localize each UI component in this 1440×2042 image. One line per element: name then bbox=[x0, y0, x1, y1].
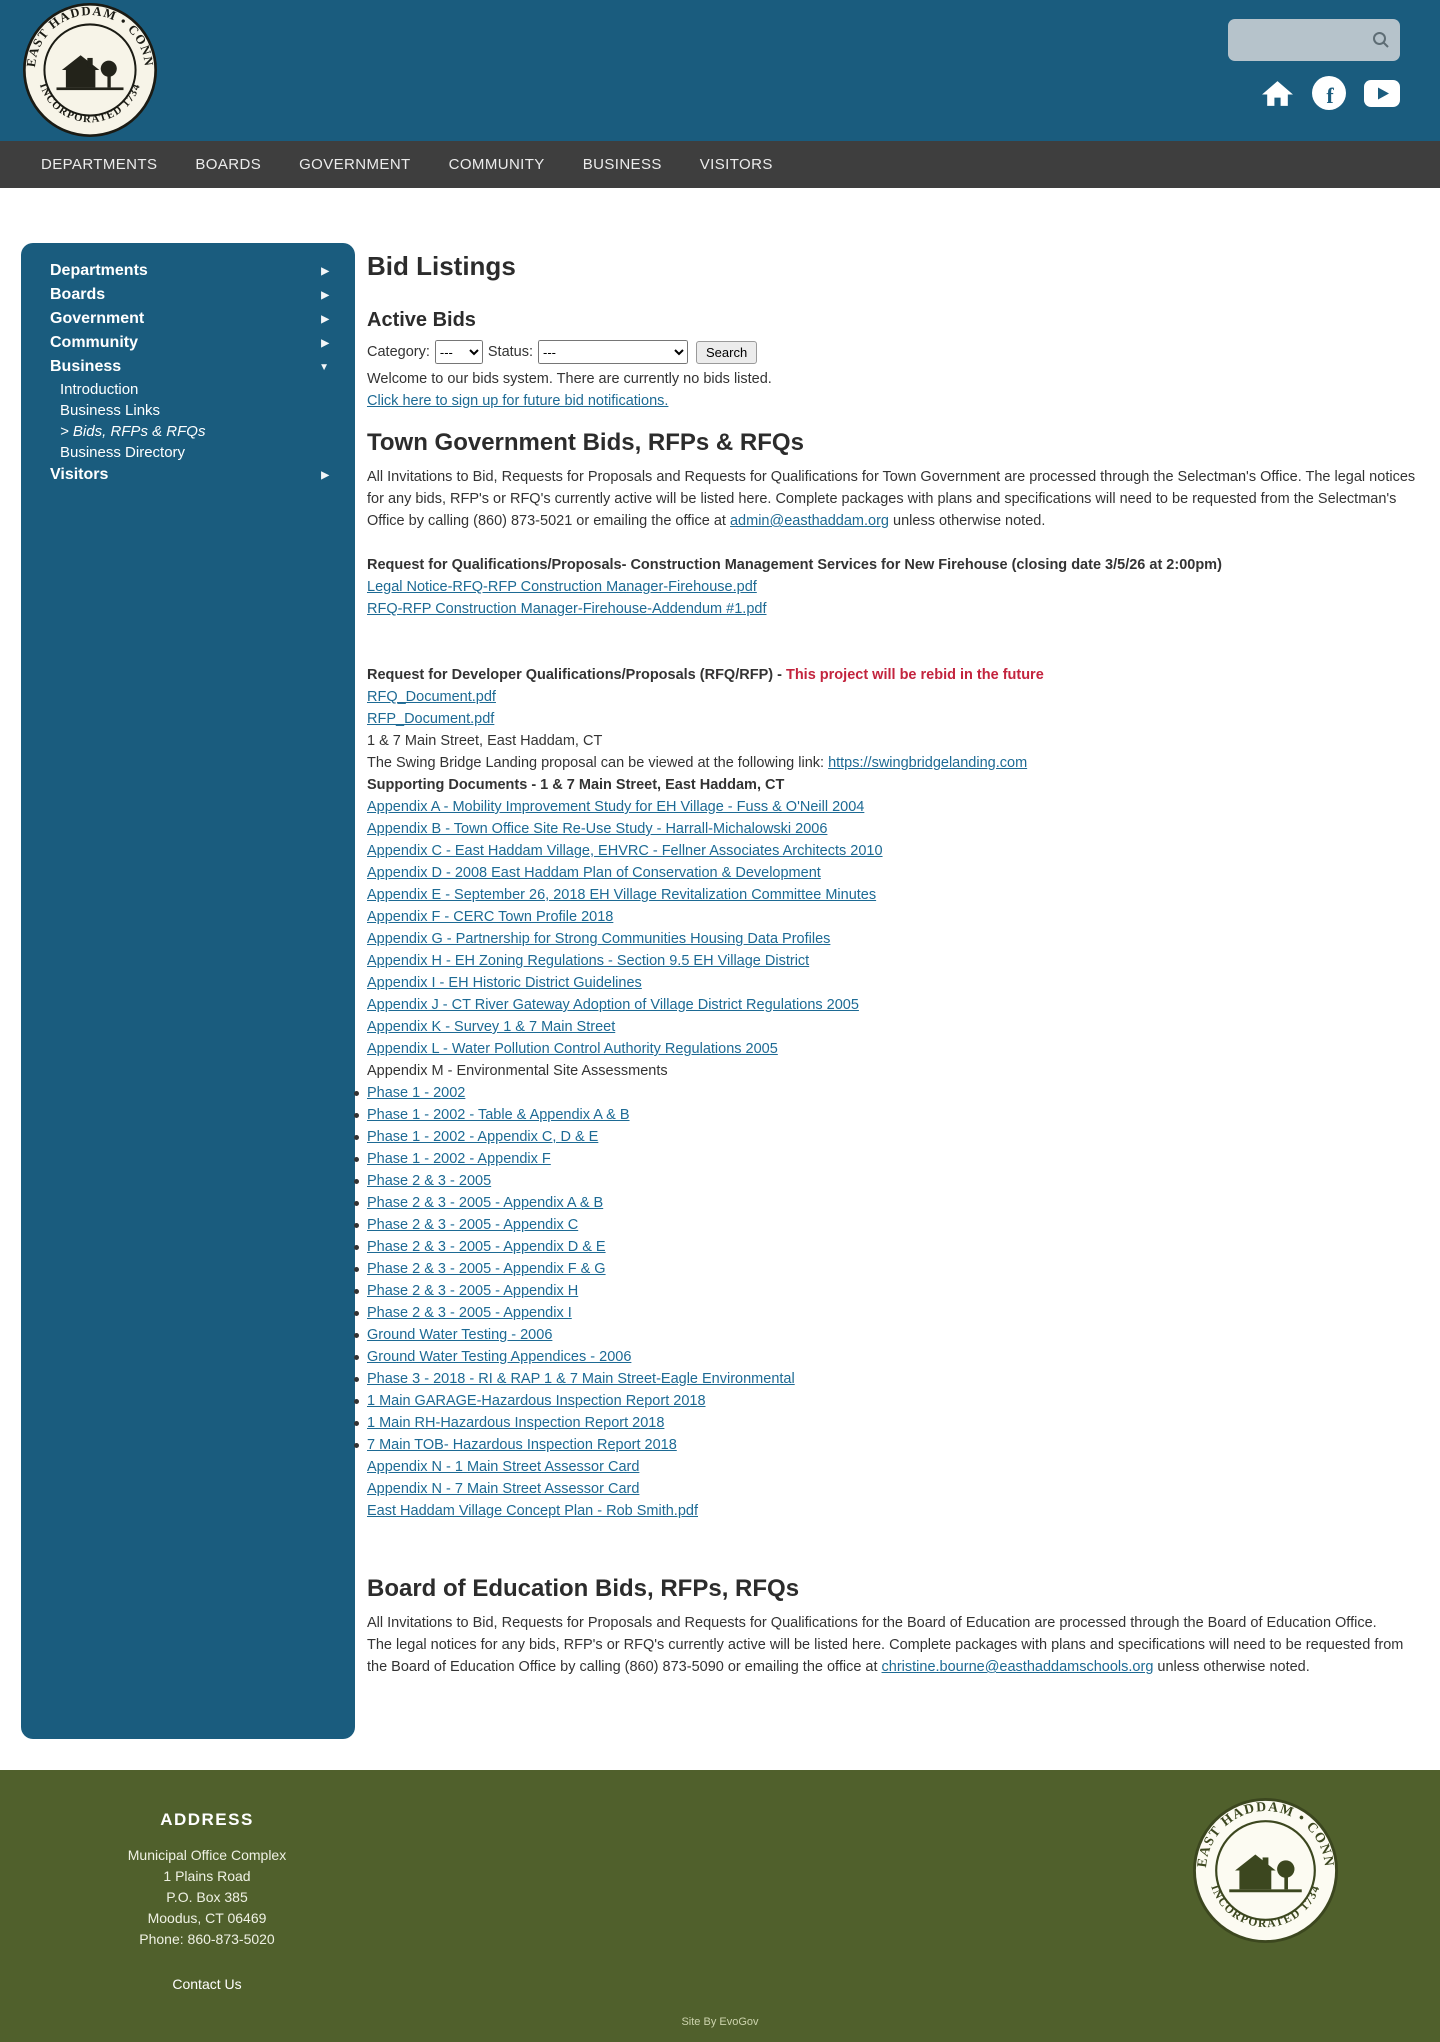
list-item bbox=[367, 1412, 1420, 1434]
list-item bbox=[367, 1170, 1420, 1192]
list-item bbox=[367, 1434, 1420, 1456]
active-bids-heading: Active Bids bbox=[367, 309, 476, 331]
sidebar-item-boards[interactable] bbox=[21, 283, 355, 307]
main-street-address: 1 & 7 Main Street, East Haddam, CT bbox=[367, 733, 603, 749]
home-icon[interactable] bbox=[1261, 79, 1294, 108]
boe-para1: All Invitations to Bid, Requests for Proposals and Requests for Qualifications for the Board of Education are processed through the Board of Education Office. bbox=[367, 1615, 1377, 1631]
firehouse-request-heading: Request for Qualifications/Proposals- Construction Management Services for New Firehouse (closing date 3/5/26 at 2:00pm) bbox=[367, 557, 1222, 573]
town-gov-intro: All Invitations to Bid, Requests for Proposals and Requests for Qualifications for Town Government are processed through the Selectman's Office. The legal notices for any bids, RFP's or RFQ's currently active will be listed here. Complete packages with plans and specifications will need to be requested from the Selectman's Office by calling (860) 873-5021 or emailing the office at admin@easthaddam.org unless otherwise noted. bbox=[367, 469, 1416, 529]
facebook-icon[interactable] bbox=[1312, 76, 1346, 110]
sidebar-item-label: Government bbox=[50, 310, 145, 327]
chevron-right-icon: ▶ bbox=[321, 265, 329, 277]
sidebar-item-label: Departments bbox=[50, 262, 148, 279]
document-link[interactable]: Phase 1 - 2002 - Table & Appendix A & B bbox=[367, 1107, 630, 1123]
sidebar-subitem-business-directory[interactable]: Business Directory bbox=[60, 444, 186, 461]
site-footer bbox=[0, 1770, 1440, 2042]
list-item bbox=[367, 1236, 1420, 1258]
document-link[interactable]: RFQ_Document.pdf bbox=[367, 689, 496, 705]
address-heading: ADDRESS bbox=[160, 1810, 254, 1829]
svg-text:EAST HADDAM • CONN: EAST HADDAM • CONN bbox=[1193, 1798, 1338, 1869]
document-link[interactable]: Appendix D - 2008 East Haddam Plan of Conservation & Development bbox=[367, 865, 821, 881]
sidebar-item-label: Boards bbox=[50, 286, 106, 303]
document-link[interactable]: 7 Main TOB- Hazardous Inspection Report 2018 bbox=[367, 1437, 677, 1453]
search-button[interactable]: Search bbox=[696, 341, 757, 364]
appendix-m-text: Appendix M - Environmental Site Assessments bbox=[367, 1063, 668, 1079]
svg-text:f: f bbox=[1326, 83, 1334, 108]
document-link[interactable]: Phase 2 & 3 - 2005 bbox=[367, 1173, 492, 1189]
chevron-down-icon: ▼ bbox=[319, 361, 329, 373]
document-link[interactable]: Phase 2 & 3 - 2005 - Appendix F & G bbox=[367, 1261, 606, 1277]
contact-us-link[interactable]: Contact Us bbox=[172, 1976, 242, 1992]
nav-item[interactable]: BOARDS bbox=[195, 156, 262, 173]
status-select[interactable] bbox=[538, 340, 688, 364]
swing-bridge-link[interactable]: https://swingbridgelanding.com bbox=[828, 755, 1028, 771]
nav-item[interactable]: VISITORS bbox=[699, 156, 773, 173]
selectman-email-link[interactable]: admin@easthaddam.org bbox=[729, 513, 889, 529]
document-link[interactable]: Phase 1 - 2002 bbox=[367, 1085, 466, 1101]
bid-filter-form bbox=[367, 340, 1420, 364]
document-link[interactable]: Phase 3 - 2018 - RI & RAP 1 & 7 Main Street-Eagle Environmental bbox=[367, 1371, 795, 1387]
nav-item[interactable]: BUSINESS bbox=[582, 156, 662, 173]
svg-text:INCORPORATED 1734: INCORPORATED 1734 bbox=[1208, 1882, 1323, 1931]
address-line: Moodus, CT 06469 bbox=[147, 1910, 267, 1926]
list-item bbox=[367, 1104, 1420, 1126]
bids-welcome-text: Welcome to our bids system. There are currently no bids listed. bbox=[367, 371, 772, 387]
sidebar-item-visitors[interactable] bbox=[21, 463, 355, 487]
boe-heading: Board of Education Bids, RFPs, RFQs bbox=[367, 1575, 800, 1602]
sidebar-item-label: Visitors bbox=[50, 466, 109, 483]
sidebar-item-label: Community bbox=[50, 334, 138, 351]
main-content bbox=[367, 243, 1420, 1678]
status-label: Status: bbox=[487, 344, 534, 360]
youtube-icon[interactable] bbox=[1364, 80, 1400, 107]
list-item bbox=[367, 1082, 1420, 1104]
search-box[interactable] bbox=[1228, 19, 1400, 61]
town-gov-heading: Town Government Bids, RFPs & RFQs bbox=[367, 429, 804, 456]
address-line: Municipal Office Complex bbox=[127, 1847, 287, 1863]
chevron-right-icon: ▶ bbox=[321, 337, 329, 349]
category-label: Category: bbox=[367, 344, 430, 360]
list-item bbox=[367, 1390, 1420, 1412]
document-link[interactable]: Phase 2 & 3 - 2005 - Appendix I bbox=[367, 1305, 572, 1321]
site-by-credit[interactable]: Site By EvoGov bbox=[681, 2016, 759, 2028]
list-item bbox=[367, 1192, 1420, 1214]
sidebar-subitem-bids-rfps-rfqs[interactable]: > Bids, RFPs & RFQs bbox=[60, 423, 206, 440]
document-link[interactable]: Appendix K - Survey 1 & 7 Main Street bbox=[367, 1019, 616, 1035]
list-item bbox=[367, 1324, 1420, 1346]
document-link[interactable]: Ground Water Testing - 2006 bbox=[367, 1327, 553, 1343]
document-link[interactable]: Appendix A - Mobility Improvement Study for EH Village - Fuss & O'Neill 2004 bbox=[367, 799, 865, 815]
list-item bbox=[367, 1280, 1420, 1302]
social-icons bbox=[1261, 76, 1400, 110]
document-link[interactable]: Appendix E - September 26, 2018 EH Village Revitalization Committee Minutes bbox=[367, 887, 877, 903]
swing-bridge-line: The Swing Bridge Landing proposal can be viewed at the following link: https://swingbridgelanding.com bbox=[367, 755, 1028, 771]
sidebar bbox=[21, 243, 355, 1739]
sidebar-item-departments[interactable] bbox=[21, 259, 355, 283]
document-link[interactable]: Phase 2 & 3 - 2005 - Appendix C bbox=[367, 1217, 579, 1233]
document-link[interactable]: Phase 1 - 2002 - Appendix F bbox=[367, 1151, 551, 1167]
search-icon[interactable] bbox=[1372, 31, 1390, 49]
document-link[interactable]: 1 Main RH-Hazardous Inspection Report 2018 bbox=[367, 1415, 665, 1431]
document-link[interactable]: Appendix I - EH Historic District Guidelines bbox=[367, 975, 642, 991]
document-link[interactable]: Phase 2 & 3 - 2005 - Appendix H bbox=[367, 1283, 579, 1299]
list-item bbox=[367, 1126, 1420, 1148]
document-link[interactable]: Appendix N - 7 Main Street Assessor Card bbox=[367, 1481, 640, 1497]
page-title: Bid Listings bbox=[367, 251, 516, 281]
nav-item[interactable]: DEPARTMENTS bbox=[41, 156, 158, 173]
document-link[interactable]: Appendix G - Partnership for Strong Communities Housing Data Profiles bbox=[367, 931, 831, 947]
document-link[interactable]: 1 Main GARAGE-Hazardous Inspection Report 2018 bbox=[367, 1393, 706, 1409]
footer-address-block bbox=[42, 1810, 372, 1994]
document-link[interactable]: RFQ-RFP Construction Manager-Firehouse-Addendum #1.pdf bbox=[367, 601, 767, 617]
supporting-documents-heading: Supporting Documents - 1 & 7 Main Street, East Haddam, CT bbox=[367, 777, 785, 793]
town-seal-logo bbox=[23, 3, 157, 137]
document-link[interactable]: Appendix F - CERC Town Profile 2018 bbox=[367, 909, 614, 925]
document-link[interactable]: Appendix C - East Haddam Village, EHVRC - Fellner Associates Architects 2010 bbox=[367, 843, 883, 859]
boe-para2: The legal notices for any bids, RFP's or RFQ's currently active will be listed here. Complete packages with plans and specifications will need to be requested from the Board of Education Office by calling (860) 873-5090 or emailing the office at christine.bourne@easthaddamschools.org unless otherwise noted. bbox=[367, 1637, 1404, 1675]
document-link[interactable]: Appendix L - Water Pollution Control Authority Regulations 2005 bbox=[367, 1041, 778, 1057]
document-link[interactable]: RFP_Document.pdf bbox=[367, 711, 495, 727]
sidebar-subitem-business-links[interactable]: Business Links bbox=[60, 402, 161, 419]
developer-request-heading: Request for Developer Qualifications/Proposals (RFQ/RFP) - This project will be rebid in the future bbox=[367, 667, 1044, 683]
list-item bbox=[367, 1302, 1420, 1324]
nav-item[interactable]: COMMUNITY bbox=[448, 156, 545, 173]
nav-item[interactable]: GOVERNMENT bbox=[299, 156, 411, 173]
address-line: P.O. Box 385 bbox=[166, 1889, 248, 1905]
document-link[interactable]: Appendix J - CT River Gateway Adoption of Village District Regulations 2005 bbox=[367, 997, 859, 1013]
main-nav bbox=[0, 141, 1440, 188]
list-item bbox=[367, 1148, 1420, 1170]
chevron-right-icon: ▶ bbox=[321, 469, 329, 481]
list-item bbox=[367, 1214, 1420, 1236]
rebid-note: This project will be rebid in the future bbox=[785, 667, 1044, 683]
document-link[interactable]: Appendix N - 1 Main Street Assessor Card bbox=[367, 1459, 640, 1475]
document-link[interactable]: Phase 2 & 3 - 2005 - Appendix D & E bbox=[367, 1239, 606, 1255]
footer-town-seal bbox=[1193, 1798, 1338, 1943]
svg-text:EAST HADDAM • CONN: EAST HADDAM • CONN bbox=[23, 3, 157, 68]
site-header bbox=[0, 0, 1440, 141]
sidebar-item-business[interactable] bbox=[21, 355, 355, 379]
address-line: 1 Plains Road bbox=[163, 1868, 251, 1884]
search-input[interactable] bbox=[1238, 31, 1366, 50]
bid-notifications-signup-link[interactable]: Click here to sign up for future bid notifications. bbox=[367, 393, 669, 409]
list-item bbox=[367, 1258, 1420, 1280]
document-link[interactable]: Phase 2 & 3 - 2005 - Appendix A & B bbox=[367, 1195, 604, 1211]
document-link[interactable]: Phase 1 - 2002 - Appendix C, D & E bbox=[367, 1129, 599, 1145]
document-link[interactable]: Ground Water Testing Appendices - 2006 bbox=[367, 1349, 632, 1365]
sidebar-item-government[interactable] bbox=[21, 307, 355, 331]
sidebar-subitem-introduction[interactable]: Introduction bbox=[60, 381, 139, 398]
chevron-right-icon: ▶ bbox=[321, 313, 329, 325]
address-line: Phone: 860-873-5020 bbox=[139, 1931, 275, 1947]
list-item bbox=[367, 1368, 1420, 1390]
chevron-right-icon: ▶ bbox=[321, 289, 329, 301]
document-link[interactable]: Legal Notice-RFQ-RFP Construction Manager-Firehouse.pdf bbox=[367, 579, 757, 595]
svg-text:INCORPORATED 1734: INCORPORATED 1734 bbox=[36, 81, 144, 126]
document-link[interactable]: Appendix B - Town Office Site Re-Use Study - Harrall-Michalowski 2006 bbox=[367, 821, 828, 837]
list-item bbox=[367, 1346, 1420, 1368]
document-link[interactable]: East Haddam Village Concept Plan - Rob Smith.pdf bbox=[367, 1503, 698, 1519]
sidebar-item-community[interactable] bbox=[21, 331, 355, 355]
sidebar-item-label: Business bbox=[50, 358, 122, 375]
category-select[interactable] bbox=[435, 340, 483, 364]
document-link[interactable]: Appendix H - EH Zoning Regulations - Section 9.5 EH Village District bbox=[367, 953, 810, 969]
boe-email-link[interactable]: christine.bourne@easthaddamschools.org bbox=[881, 1659, 1154, 1675]
